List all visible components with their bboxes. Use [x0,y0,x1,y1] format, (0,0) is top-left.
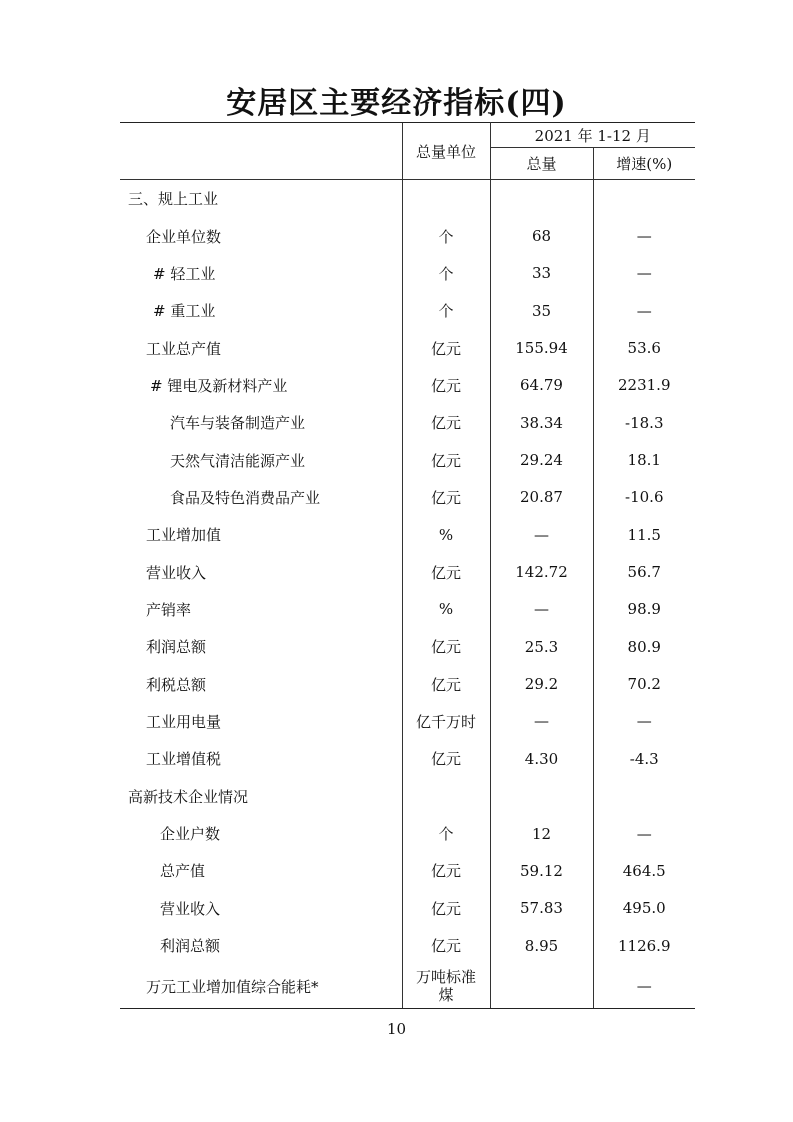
table-row [120,553,695,590]
row-rate: 18.1 [627,451,661,470]
row-rate: — [636,264,652,283]
row-name: 总产值 [160,862,206,881]
row-total: 33 [490,255,593,292]
row-total: 155.94 [490,329,593,366]
row-total: 142.72 [490,553,593,590]
row-total [490,778,593,815]
row-name: 高新技术企业情况 [128,787,249,806]
section-heading: 三、规上工业 [128,190,219,209]
row-rate: 464.5 [622,861,666,880]
row-total: — [490,591,593,628]
row-unit: 个 [402,255,490,292]
header-rate: 增速(%) [593,148,695,180]
table-row [120,927,695,964]
table-row [120,516,695,553]
row-rate: -4.3 [629,749,659,768]
row-unit: 亿元 [402,740,490,777]
row-total: 68 [490,217,593,254]
row-rate: — [636,301,652,320]
row-total: 57.83 [490,890,593,927]
row-unit: 个 [402,292,490,329]
row-name: # 锂电及新材料产业 [150,376,288,395]
row-name: 天然气清洁能源产业 [170,451,306,470]
row-total: — [490,516,593,553]
row-unit: 个 [402,815,490,852]
row-unit: 亿元 [402,329,490,366]
row-rate: — [636,824,652,843]
header-period: 2021 年 1-12 月 [490,123,695,148]
row-name: 工业用电量 [146,712,222,731]
row-rate: 53.6 [627,339,661,358]
row-total: 29.24 [490,441,593,478]
row-unit: 亿元 [402,927,490,964]
row-unit [402,964,490,1009]
row-name: 利润总额 [160,937,221,956]
row-name: # 轻工业 [153,264,216,283]
header-unit: 总量单位 [402,123,490,180]
row-rate: 1126.9 [618,936,671,955]
table-row [120,740,695,777]
table-row [120,180,695,218]
row-name: 产销率 [146,600,192,619]
row-rate: -18.3 [625,413,664,432]
row-unit: 亿元 [402,852,490,889]
row-rate: 80.9 [627,637,661,656]
row-name: 食品及特色消费品产业 [170,488,321,507]
table-row [120,292,695,329]
row-total: 20.87 [490,479,593,516]
table-row [120,628,695,665]
table-row [120,217,695,254]
row-unit: 亿元 [402,479,490,516]
row-rate: 2231.9 [618,376,671,395]
row-rate: 11.5 [627,525,661,544]
row-name: 工业增值税 [146,750,222,769]
page-number: 10 [386,1020,407,1038]
economic-indicators-table [120,122,695,1009]
row-name: 工业增加值 [146,526,222,545]
table-row [120,964,695,1009]
row-unit: 亿元 [402,665,490,702]
table-row [120,778,695,815]
row-name: 企业单位数 [146,227,222,246]
row-unit: 亿元 [402,404,490,441]
row-name: 营业收入 [146,563,207,582]
row-total: 64.79 [490,367,593,404]
row-unit: % [402,591,490,628]
row-total: — [490,703,593,740]
row-unit [402,778,490,815]
row-total: 35 [490,292,593,329]
row-name: # 重工业 [153,302,216,321]
row-rate [593,778,695,815]
row-total: 38.34 [490,404,593,441]
row-name: 企业户数 [160,825,221,844]
row-rate: 70.2 [627,675,661,694]
row-rate: -10.6 [625,488,664,507]
table-row [120,479,695,516]
row-name: 汽车与装备制造产业 [170,414,306,433]
row-total: 59.12 [490,852,593,889]
row-name: 营业收入 [160,899,221,918]
row-rate: — [593,964,695,1009]
table-row [120,591,695,628]
row-name: 利润总额 [146,638,207,657]
row-name: 万元工业增加值综合能耗* [120,964,402,1009]
row-unit: 亿元 [402,367,490,404]
row-name: 工业总产值 [146,339,222,358]
table-row [120,703,695,740]
row-name: 利税总额 [146,675,207,694]
row-total: 29.2 [490,665,593,702]
row-unit-line1: 万吨标准 [415,968,476,987]
row-unit: 亿元 [402,628,490,665]
table-row [120,815,695,852]
table-row [120,852,695,889]
header-total: 总量 [490,148,593,180]
row-unit: 个 [402,217,490,254]
row-unit: % [402,516,490,553]
table-row [120,255,695,292]
row-total: 4.30 [490,740,593,777]
table-row [120,404,695,441]
row-rate: — [636,712,652,731]
row-unit-line2: 煤 [438,986,454,1005]
row-rate: 56.7 [627,563,661,582]
table-row [120,890,695,927]
row-total: 12 [490,815,593,852]
row-total: 25.3 [490,628,593,665]
table-row [120,329,695,366]
row-unit: 亿千万时 [402,703,490,740]
row-unit: 亿元 [402,890,490,927]
table-row [120,367,695,404]
table-row [120,441,695,478]
row-total [490,964,593,1009]
row-total: 8.95 [490,927,593,964]
row-unit: 亿元 [402,441,490,478]
row-unit: 亿元 [402,553,490,590]
table-row [120,665,695,702]
row-rate: 495.0 [622,899,666,918]
header-blank-cell [120,123,402,180]
row-rate: — [636,227,652,246]
row-rate: 98.9 [627,600,661,619]
page-title: 安居区主要经济指标(四) [226,86,567,121]
